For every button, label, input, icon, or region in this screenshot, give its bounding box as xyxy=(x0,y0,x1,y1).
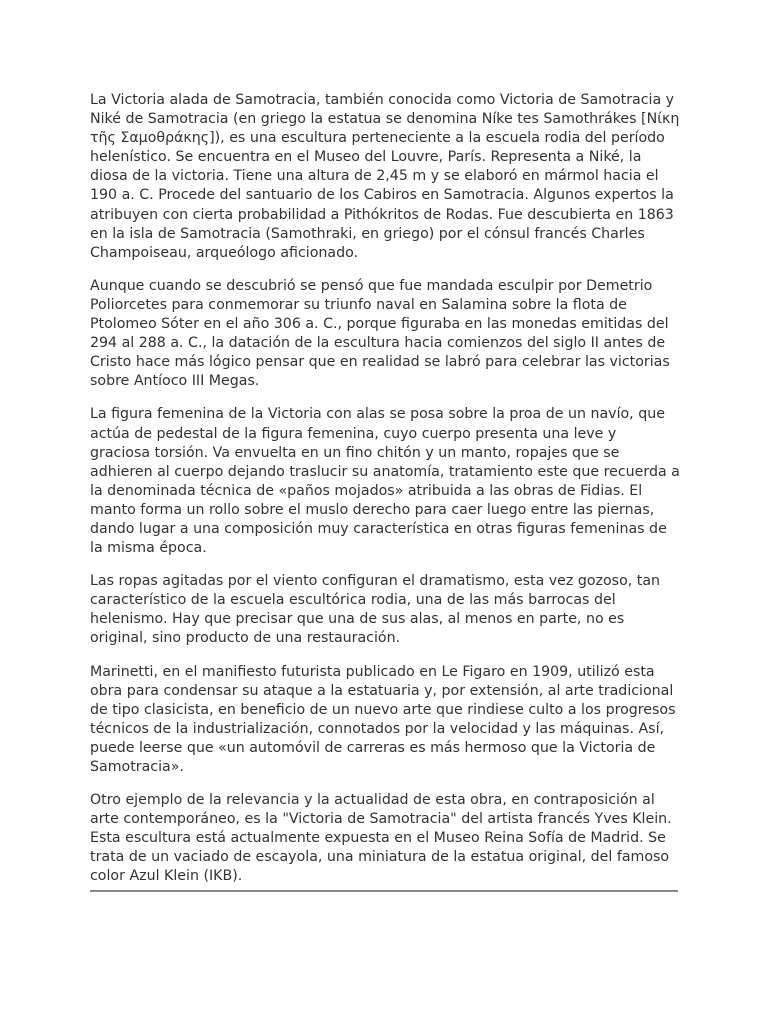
paragraph-drapery: Las ropas agitadas por el viento configuran el dramatismo, esta vez gozoso, tan característico de la escuela escultórica rodia, una de las más barrocas del helenismo. Hay que precisar que una de sus alas, al menos en parte, no es original, sino producto de una restauración. xyxy=(90,573,661,647)
paragraph-intro: La Victoria alada de Samotracia, también conocida como Victoria de Samotracia y Niké de Samotracia (en griego la estatua se denomina Níke tes Samothrákes [Νίκη τῆς Σαμοθράκης]), es una escultura perteneciente a la escuela rodia del período helenístico. Se encuentra en el Museo del Louvre, París. Representa a Niké, la diosa de la victoria. Tiene una altura de 2,45 m y se elaboró en mármol hacia el 190 a. C. Procede del santuario de los Cabiros en Samotracia. Algunos expertos la atribuyen con cierta probabilidad a Pithókritos de Rodas. Fue descubierta en 1863 en la isla de Samotracia (Samothraki, en griego) por el cónsul francés Charles Champoiseau, arqueólogo aficionado. xyxy=(90,92,680,261)
bottom-divider xyxy=(90,890,678,892)
paragraph-description: La figura femenina de la Victoria con alas se posa sobre la proa de un navío, que actúa de pedestal de la figura femenina, cuyo cuerpo presenta una leve y graciosa torsión. Va envuelta en un fino chitón y un manto, ropajes que se adhieren al cuerpo dejando traslucir su anatomía, tratamiento este que recuerda a la denominada técnica de «paños mojados» atribuida a las obras de Fidias. El manto forma un rollo sobre el muslo derecho para caer luego entre las piernas, dando lugar a una composición muy característica en otras figuras femeninas de la misma época. xyxy=(90,406,680,557)
document-page xyxy=(90,91,680,892)
paragraph-history: Aunque cuando se descubrió se pensó que fue mandada esculpir por Demetrio Poliorcetes para conmemorar su triunfo naval en Salamina sobre la flota de Ptolomeo Sóter en el año 306 a. C., porque figuraba en las monedas emitidas del 294 al 288 a. C., la datación de la escultura hacia comienzos del siglo II antes de Cristo hace más lógico pensar que en realidad se labró para celebrar las victorias sobre Antíoco III Megas. xyxy=(90,277,670,390)
paragraph-klein: Otro ejemplo de la relevancia y la actualidad de esta obra, en contraposición al arte contemporáneo, es la "Victoria de Samotracia" del artista francés Yves Klein. Esta escultura está actualmente expuesta en el Museo Reina Sofía de Madrid. Se trata de un vaciado de escayola, una miniatura de la estatua original, del famoso color Azul Klein (IKB). xyxy=(90,792,672,885)
paragraph-marinetti: Marinetti, en el manifiesto futurista publicado en Le Figaro en 1909, utilizó esta obra para condensar su ataque a la estatuaria y, por extensión, al arte tradicional de tipo clasicista, en beneficio de un nuevo arte que rindiese culto a los progresos técnicos de la industrialización, connotados por la velocidad y las máquinas. Así, puede leerse que «un automóvil de carreras es más hermoso que la Victoria de Samotracia». xyxy=(90,663,676,775)
